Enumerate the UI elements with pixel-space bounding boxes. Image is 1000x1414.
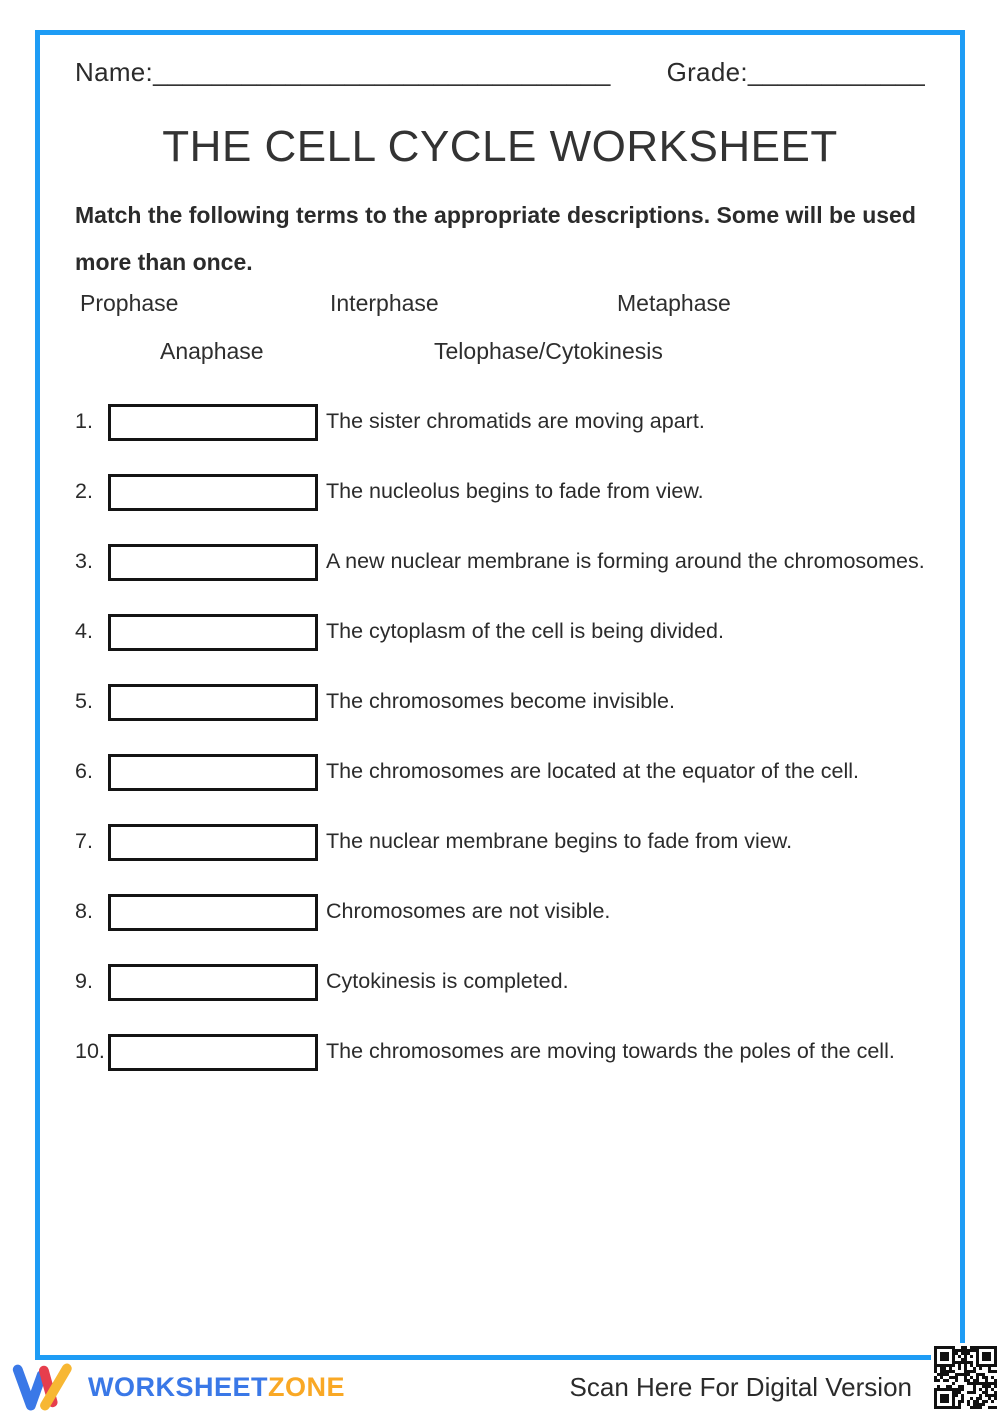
word-bank-term-metaphase: Metaphase bbox=[617, 290, 731, 316]
question-text: The cytoplasm of the cell is being divided. bbox=[326, 619, 724, 643]
question-number: 6. bbox=[75, 759, 93, 783]
question-row-5 bbox=[75, 681, 925, 721]
answer-box-5[interactable] bbox=[108, 684, 318, 721]
question-text: The chromosomes are located at the equator of the cell. bbox=[326, 759, 860, 783]
question-row-4 bbox=[75, 611, 925, 651]
question-number: 9. bbox=[75, 969, 93, 993]
answer-box-2[interactable] bbox=[108, 474, 318, 511]
question-number: 1. bbox=[75, 409, 93, 433]
grade-blank-line[interactable]: ____________ bbox=[747, 57, 925, 87]
question-row-3 bbox=[75, 541, 925, 581]
worksheet-page-border bbox=[35, 30, 965, 1360]
question-number: 8. bbox=[75, 899, 93, 923]
grade-label: Grade: bbox=[666, 57, 748, 87]
question-row-8 bbox=[75, 891, 925, 931]
question-number: 4. bbox=[75, 619, 93, 643]
question-row-9 bbox=[75, 961, 925, 1001]
name-label: Name: bbox=[75, 57, 154, 87]
answer-box-1[interactable] bbox=[108, 404, 318, 441]
page-title: THE CELL CYCLE WORKSHEET bbox=[162, 122, 838, 171]
scan-here-text: Scan Here For Digital Version bbox=[569, 1371, 912, 1402]
question-text: Chromosomes are not visible. bbox=[326, 899, 611, 923]
footer bbox=[10, 1362, 990, 1412]
question-text: The chromosomes become invisible. bbox=[326, 689, 675, 713]
worksheetzone-brand bbox=[10, 1363, 345, 1411]
question-text: A new nuclear membrane is forming around the chromosomes. bbox=[326, 549, 925, 573]
question-row-2 bbox=[75, 471, 925, 511]
grade-field[interactable] bbox=[667, 57, 925, 88]
name-blank-line[interactable]: _______________________________ bbox=[153, 57, 611, 87]
word-bank-term-anaphase: Anaphase bbox=[160, 338, 264, 364]
question-text: The nucleolus begins to fade from view. bbox=[326, 479, 704, 503]
question-list bbox=[75, 401, 925, 1071]
worksheet-content bbox=[40, 35, 960, 1071]
question-row-10 bbox=[75, 1031, 925, 1071]
question-number: 5. bbox=[75, 689, 93, 713]
name-field[interactable] bbox=[75, 57, 611, 88]
answer-box-8[interactable] bbox=[108, 894, 318, 931]
question-row-1 bbox=[75, 401, 925, 441]
name-grade-header bbox=[75, 57, 925, 88]
brand-zone-label: ZONE bbox=[268, 1371, 346, 1402]
question-text: Cytokinesis is completed. bbox=[326, 969, 569, 993]
question-number: 10. bbox=[75, 1039, 105, 1063]
worksheetzone-w-logo-icon bbox=[10, 1363, 80, 1411]
answer-box-9[interactable] bbox=[108, 964, 318, 1001]
word-bank-term-telophase-cytokinesis: Telophase/Cytokinesis bbox=[434, 338, 663, 364]
question-number: 7. bbox=[75, 829, 93, 853]
question-text: The chromosomes are moving towards the poles of the cell. bbox=[326, 1039, 895, 1063]
question-text: The sister chromatids are moving apart. bbox=[326, 409, 705, 433]
brand-worksheet-label: WORKSHEET bbox=[88, 1371, 268, 1402]
question-number: 3. bbox=[75, 549, 93, 573]
question-text: The nuclear membrane begins to fade from view. bbox=[326, 829, 793, 853]
brand-text bbox=[88, 1372, 345, 1403]
question-row-6 bbox=[75, 751, 925, 791]
answer-box-7[interactable] bbox=[108, 824, 318, 861]
question-row-7 bbox=[75, 821, 925, 861]
answer-box-3[interactable] bbox=[108, 544, 318, 581]
word-bank-term-prophase: Prophase bbox=[80, 290, 179, 316]
instructions-text: Match the following terms to the appropriate descriptions. Some will be used more than once. bbox=[75, 202, 916, 275]
answer-box-6[interactable] bbox=[108, 754, 318, 791]
question-number: 2. bbox=[75, 479, 93, 503]
qr-code bbox=[931, 1343, 1000, 1412]
answer-box-4[interactable] bbox=[108, 614, 318, 651]
word-bank-term-interphase: Interphase bbox=[330, 290, 439, 316]
word-bank bbox=[75, 288, 925, 400]
answer-box-10[interactable] bbox=[108, 1034, 318, 1071]
